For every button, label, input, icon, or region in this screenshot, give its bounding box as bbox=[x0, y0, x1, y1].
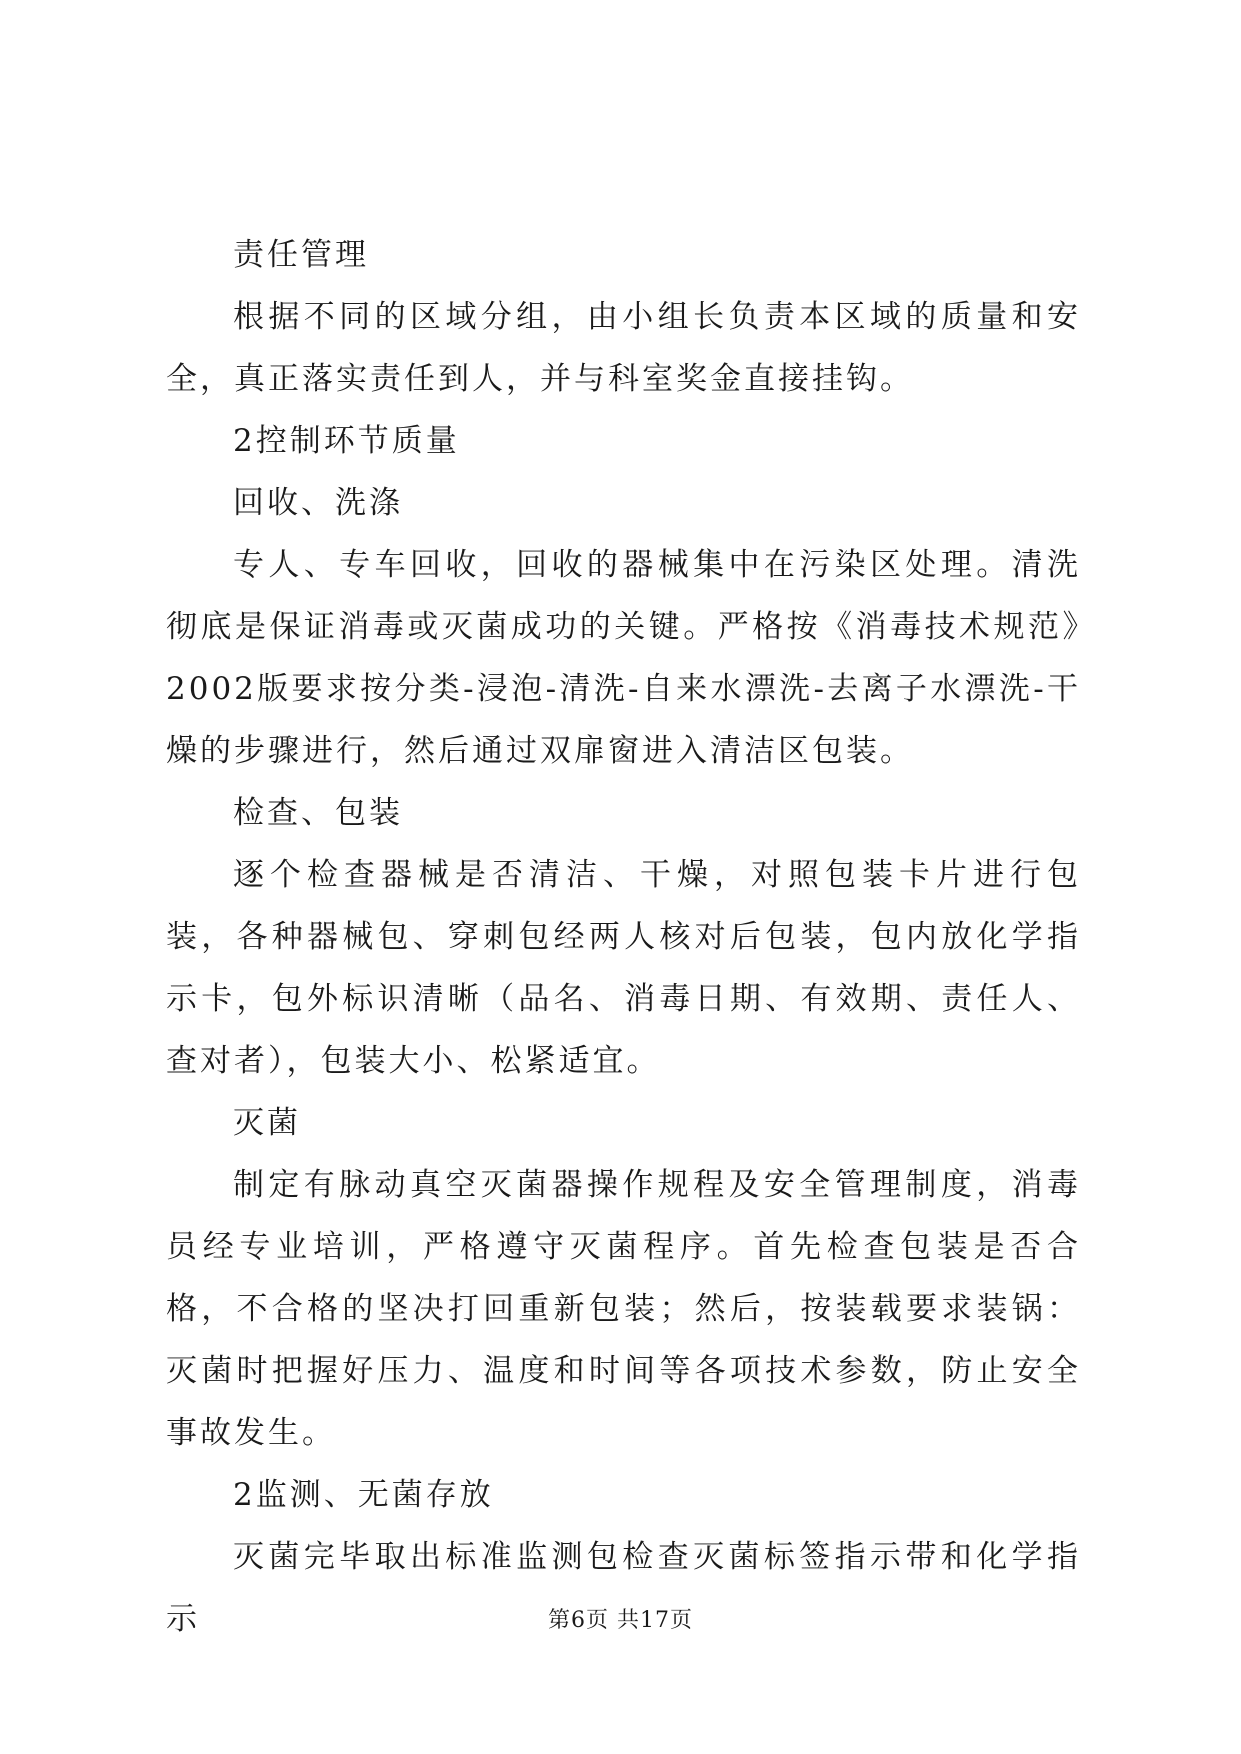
paragraph-recycle-wash: 专人、专车回收，回收的器械集中在污染区处理。清洗彻底是保证消毒或灭菌成功的关键。严格按《消毒技术规范》2002版要求按分类-浸泡-清洗-自来水漂洗-去离子水漂洗-干燥的步骤进行，然后通过双扉窗进入清洁区包装。 bbox=[166, 547, 1081, 769]
paragraph-monitor-storage: 灭菌完毕取出标准监测包检查灭菌标签指示带和化学指示 bbox=[166, 1539, 1081, 1637]
heading-monitor-storage: 2监测、无菌存放 bbox=[233, 1477, 494, 1513]
heading-responsibility: 责任管理 bbox=[233, 237, 369, 273]
page-footer: 第6页 共17页 bbox=[548, 1608, 693, 1633]
heading-sterilize: 灭菌 bbox=[233, 1105, 301, 1141]
heading-recycle-wash: 回收、洗涤 bbox=[233, 485, 403, 521]
paragraph-sterilize: 制定有脉动真空灭菌器操作规程及安全管理制度，消毒员经专业培训，严格遵守灭菌程序。首先检查包装是否合格，不合格的坚决打回重新包装；然后，按装载要求装锅：灭菌时把握好压力、温度和时间等各项技术参数，防止安全事故发生。 bbox=[166, 1167, 1081, 1451]
heading-inspect-package: 检查、包装 bbox=[233, 795, 403, 831]
heading-quality-control: 2控制环节质量 bbox=[233, 423, 460, 459]
paragraph-inspect-package: 逐个检查器械是否清洁、干燥，对照包装卡片进行包装，各种器械包、穿刺包经两人核对后包装，包内放化学指示卡，包外标识清晰（品名、消毒日期、有效期、责任人、查对者），包装大小、松紧适宜。 bbox=[166, 857, 1081, 1079]
document-body bbox=[166, 224, 1081, 1650]
paragraph-responsibility: 根据不同的区域分组，由小组长负责本区域的质量和安全，真正落实责任到人，并与科室奖金直接挂钩。 bbox=[166, 299, 1081, 397]
